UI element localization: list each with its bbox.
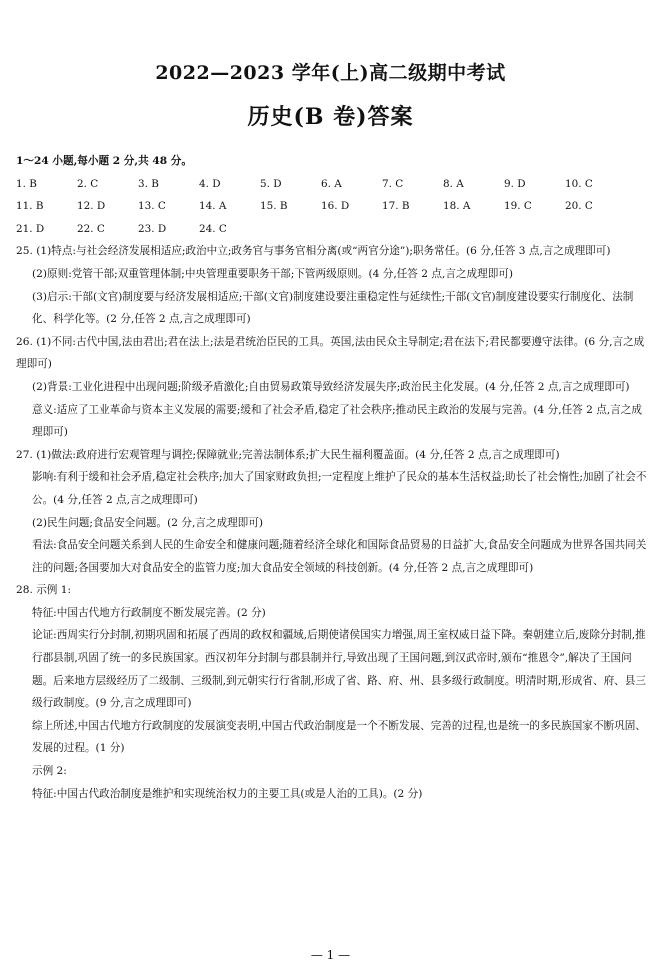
q28-feature2: 特征:中国古代政治制度是维护和实现统治权力的主要工具(或是人治的工具)。(2 分) bbox=[32, 787, 423, 800]
question-25 bbox=[16, 240, 648, 330]
answer-content bbox=[16, 150, 648, 805]
mc-answer: 20. C bbox=[565, 200, 593, 213]
mc-answer: 14. A bbox=[199, 200, 227, 213]
q28-argument: 论证:西周实行分封制,初期巩固和拓展了西周的政权和疆域,后期使诸侯国实力增强,周王室权威日益下降。秦朝建立后,废除分封制,推行郡县制,巩固了统一的多民族国家。西汉初年分封制与郡县制并行,导致出现了王国问题,到汉武帝时,颁布“推恩令”,解决了王国问题。后来地方层级经历了二级制、三级制,到元朝实行行省制,形成了省、路、府、州、县多级行政制度。明清时期,形成省、府、县三级行政制度。(9 分,言之成理即可) bbox=[32, 629, 646, 710]
mc-answer: 23. D bbox=[138, 222, 167, 235]
mc-answer: 11. B bbox=[16, 200, 44, 213]
q28-example1-label: 28. 示例 1: bbox=[16, 584, 72, 597]
q28-example2-label: 示例 2: bbox=[32, 765, 67, 778]
mc-answer: 17. B bbox=[382, 200, 410, 213]
mc-answer: 2. C bbox=[77, 177, 99, 190]
question-28 bbox=[16, 579, 648, 805]
exam-title: 2022—2023 学年(上)高二级期中考试 bbox=[155, 62, 506, 84]
mc-answer: 24. C bbox=[199, 222, 227, 235]
mc-row-1 bbox=[16, 173, 648, 196]
mc-answer: 12. D bbox=[77, 200, 106, 213]
exam-subtitle: 历史(B 卷)答案 bbox=[247, 104, 414, 130]
q25-part3: (3)启示:干部(文官)制度要与经济发展相适应;干部(文官)制度建设要注重稳定性与延续性;干部(文官)制度建设要实行制度化、法制化、科学化等。(2 分,任答 2 点,言之成理即可) bbox=[32, 290, 634, 326]
mc-answer: 10. C bbox=[565, 177, 593, 190]
mc-answer: 5. D bbox=[260, 177, 282, 190]
q27-part2: (2)民生问题;食品安全问题。(2 分,言之成理即可) bbox=[32, 516, 264, 529]
mc-answer: 19. C bbox=[504, 200, 532, 213]
mc-answer: 18. A bbox=[443, 200, 471, 213]
mc-answer: 16. D bbox=[321, 200, 350, 213]
q26-part2: (2)背景:工业化进程中出现问题;阶级矛盾激化;自由贸易政策导致经济发展失序;政治民主化发展。(4 分,任答 2 点,言之成理即可) bbox=[32, 380, 630, 393]
mc-answer: 7. C bbox=[382, 177, 404, 190]
question-27 bbox=[16, 444, 648, 580]
mc-answer: 9. D bbox=[504, 177, 526, 190]
mc-answer: 1. B bbox=[16, 177, 37, 190]
mc-answer: 22. C bbox=[77, 222, 105, 235]
mc-answer: 6. A bbox=[321, 177, 342, 190]
q27-impact: 影响:有利于缓和社会矛盾,稳定社会秩序;加大了国家财政负担;一定程度上维护了民众的基本生活权益;助长了社会惰性;加剧了社会不公。(4 分,任答 2 点,言之成理即可) bbox=[32, 471, 647, 506]
q26-part1: 26. (1)不同:古代中国,法由君出;君在法上;法是君统治臣民的工具。英国,法由民众主导制定;君在法下;君民都要遵守法律。(6 分,言之成理即可) bbox=[16, 335, 645, 371]
mc-answer: 21. D bbox=[16, 222, 45, 235]
q26-significance: 意义:适应了工业革命与资本主义发展的需要;缓和了社会矛盾,稳定了社会秩序;推动民主政治的发展与完善。(4 分,任答 2 点,言之成理即可) bbox=[32, 403, 642, 439]
page-number: — 1 — bbox=[310, 948, 351, 962]
q27-part1: 27. (1)做法:政府进行宏观管理与调控;保障就业;完善法制体系;扩大民生福利覆盖面。(4 分,任答 2 点,言之成理即可) bbox=[16, 448, 560, 461]
mc-answer: 13. C bbox=[138, 200, 166, 213]
mc-answer: 8. A bbox=[443, 177, 464, 190]
mc-row-3 bbox=[16, 218, 648, 241]
mc-answer: 3. B bbox=[138, 177, 159, 190]
mc-intro: 1～24 小题,每小题 2 分,共 48 分。 bbox=[16, 155, 192, 167]
mc-answer: 15. B bbox=[260, 200, 288, 213]
q27-opinion: 看法:食品安全问题关系到人民的生命安全和健康问题;随着经济全球化和国际食品贸易的日益扩大,食品安全问题成为世界各国共同关注的问题;各国要加大对食品安全的监管力度;加大食品安全领域的科技创新。(4 分,任答 2 点,言之成理即可) bbox=[32, 539, 647, 574]
q28-conclusion: 综上所述,中国古代地方行政制度的发展演变表明,中国古代政治制度是一个不断发展、完善的过程,也是统一的多民族国家不断巩固、发展的过程。(1 分) bbox=[32, 719, 646, 755]
mc-answer: 4. D bbox=[199, 177, 221, 190]
question-26 bbox=[16, 331, 648, 444]
q28-feature1: 特征:中国古代地方行政制度不断发展完善。(2 分) bbox=[32, 606, 266, 619]
mc-row-2 bbox=[16, 195, 648, 218]
q25-part2: (2)原则:党管干部;双重管理体制;中央管理重要职务干部;下管两级原则。(4 分,任答 2 点,言之成理即可) bbox=[32, 267, 514, 280]
q25-part1: 25. (1)特点:与社会经济发展相适应;政治中立;政务官与事务官相分离(或“两官分途”);职务常任。(6 分,任答 3 点,言之成理即可) bbox=[16, 245, 611, 258]
